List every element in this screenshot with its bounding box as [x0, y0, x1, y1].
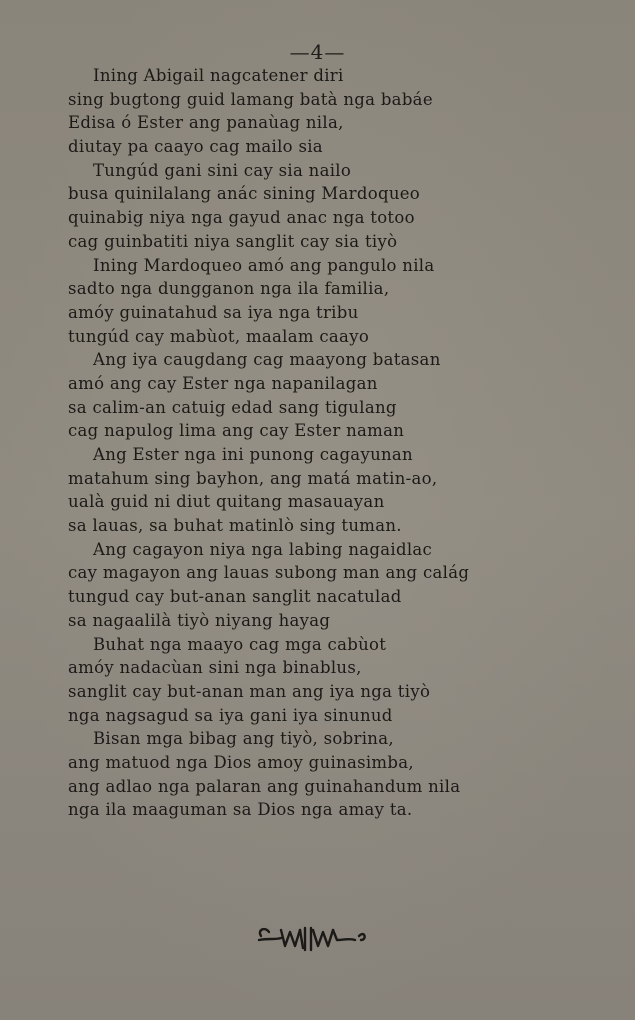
text-line: tungud cay but-anan sanglit nacatulad	[68, 587, 402, 607]
text-line: sadto nga dungganon nga ila familia,	[68, 279, 390, 299]
text-line: Ining Abigail nagcatener diri	[93, 66, 344, 85]
poem-text	[68, 64, 568, 822]
text-line: diutay pa caayo cag mailo sia	[68, 137, 323, 157]
text-line: Ang Ester nga ini punong cagayunan	[93, 445, 413, 464]
decorative-flourish-icon	[255, 918, 370, 958]
text-line: ang matuod nga Dios amoy guinasimba,	[68, 752, 414, 772]
text-line: busa quinilalang anác sining Mardoqueo	[68, 184, 421, 204]
text-line: tungúd cay mabùot, maalam caayo	[68, 326, 370, 346]
text-line: Ining Mardoqueo amó ang pangulo nila	[93, 255, 435, 275]
text-line: Ang iya caugdang cag maayong batasan	[93, 350, 441, 370]
text-line: ualà guid ni diut quitang masauayan	[68, 492, 385, 512]
text-line: amó ang cay Ester nga napanilagan	[68, 373, 378, 393]
text-line: sanglit cay but-anan man ang iya nga tiyò	[68, 681, 431, 701]
text-line: cag guinbatiti niya sanglit cay sia tiyò	[68, 231, 398, 251]
text-line: sa lauas, sa buhat matinlò sing tuman.	[68, 516, 402, 536]
text-line: cag napulog lima ang cay Ester naman	[68, 421, 405, 441]
text-line: sing bugtong guid lamang batà nga babáe	[68, 89, 433, 109]
text-line: quinabig niya nga gayud anac nga totoo	[68, 208, 415, 228]
text-line: nga ila maaguman sa Dios nga amay ta.	[68, 800, 413, 820]
text-line: sa nagaalilà tiyò niyang hayag	[68, 610, 331, 630]
text-line: Edisa ó Ester ang panaùag nila,	[68, 113, 344, 133]
text-line: Ang cagayon niya nga labing nagaidlac	[93, 539, 433, 559]
text-line: Tungúd gani sini cay sia nailo	[93, 160, 352, 180]
text-line: ang adlao nga palaran ang guinahandum nila	[68, 776, 461, 796]
text-line: matahum sing bayhon, ang matá matin-ao,	[68, 468, 438, 488]
text-line: amóy nadacùan sini nga binablus,	[68, 658, 362, 678]
page-number: —4—	[289, 40, 346, 64]
text-line: Buhat nga maayo cag mga cabùot	[93, 634, 387, 654]
text-line: amóy guinatahud sa iya nga tribu	[68, 302, 359, 322]
text-line: sa calim-an catuig edad sang tigulang	[68, 397, 397, 417]
text-line: Bisan mga bibag ang tiyò, sobrina,	[93, 729, 394, 749]
text-line: cay magayon ang lauas subong man ang calág	[68, 563, 470, 583]
text-line: nga nagsagud sa iya gani iya sinunud	[68, 705, 393, 725]
